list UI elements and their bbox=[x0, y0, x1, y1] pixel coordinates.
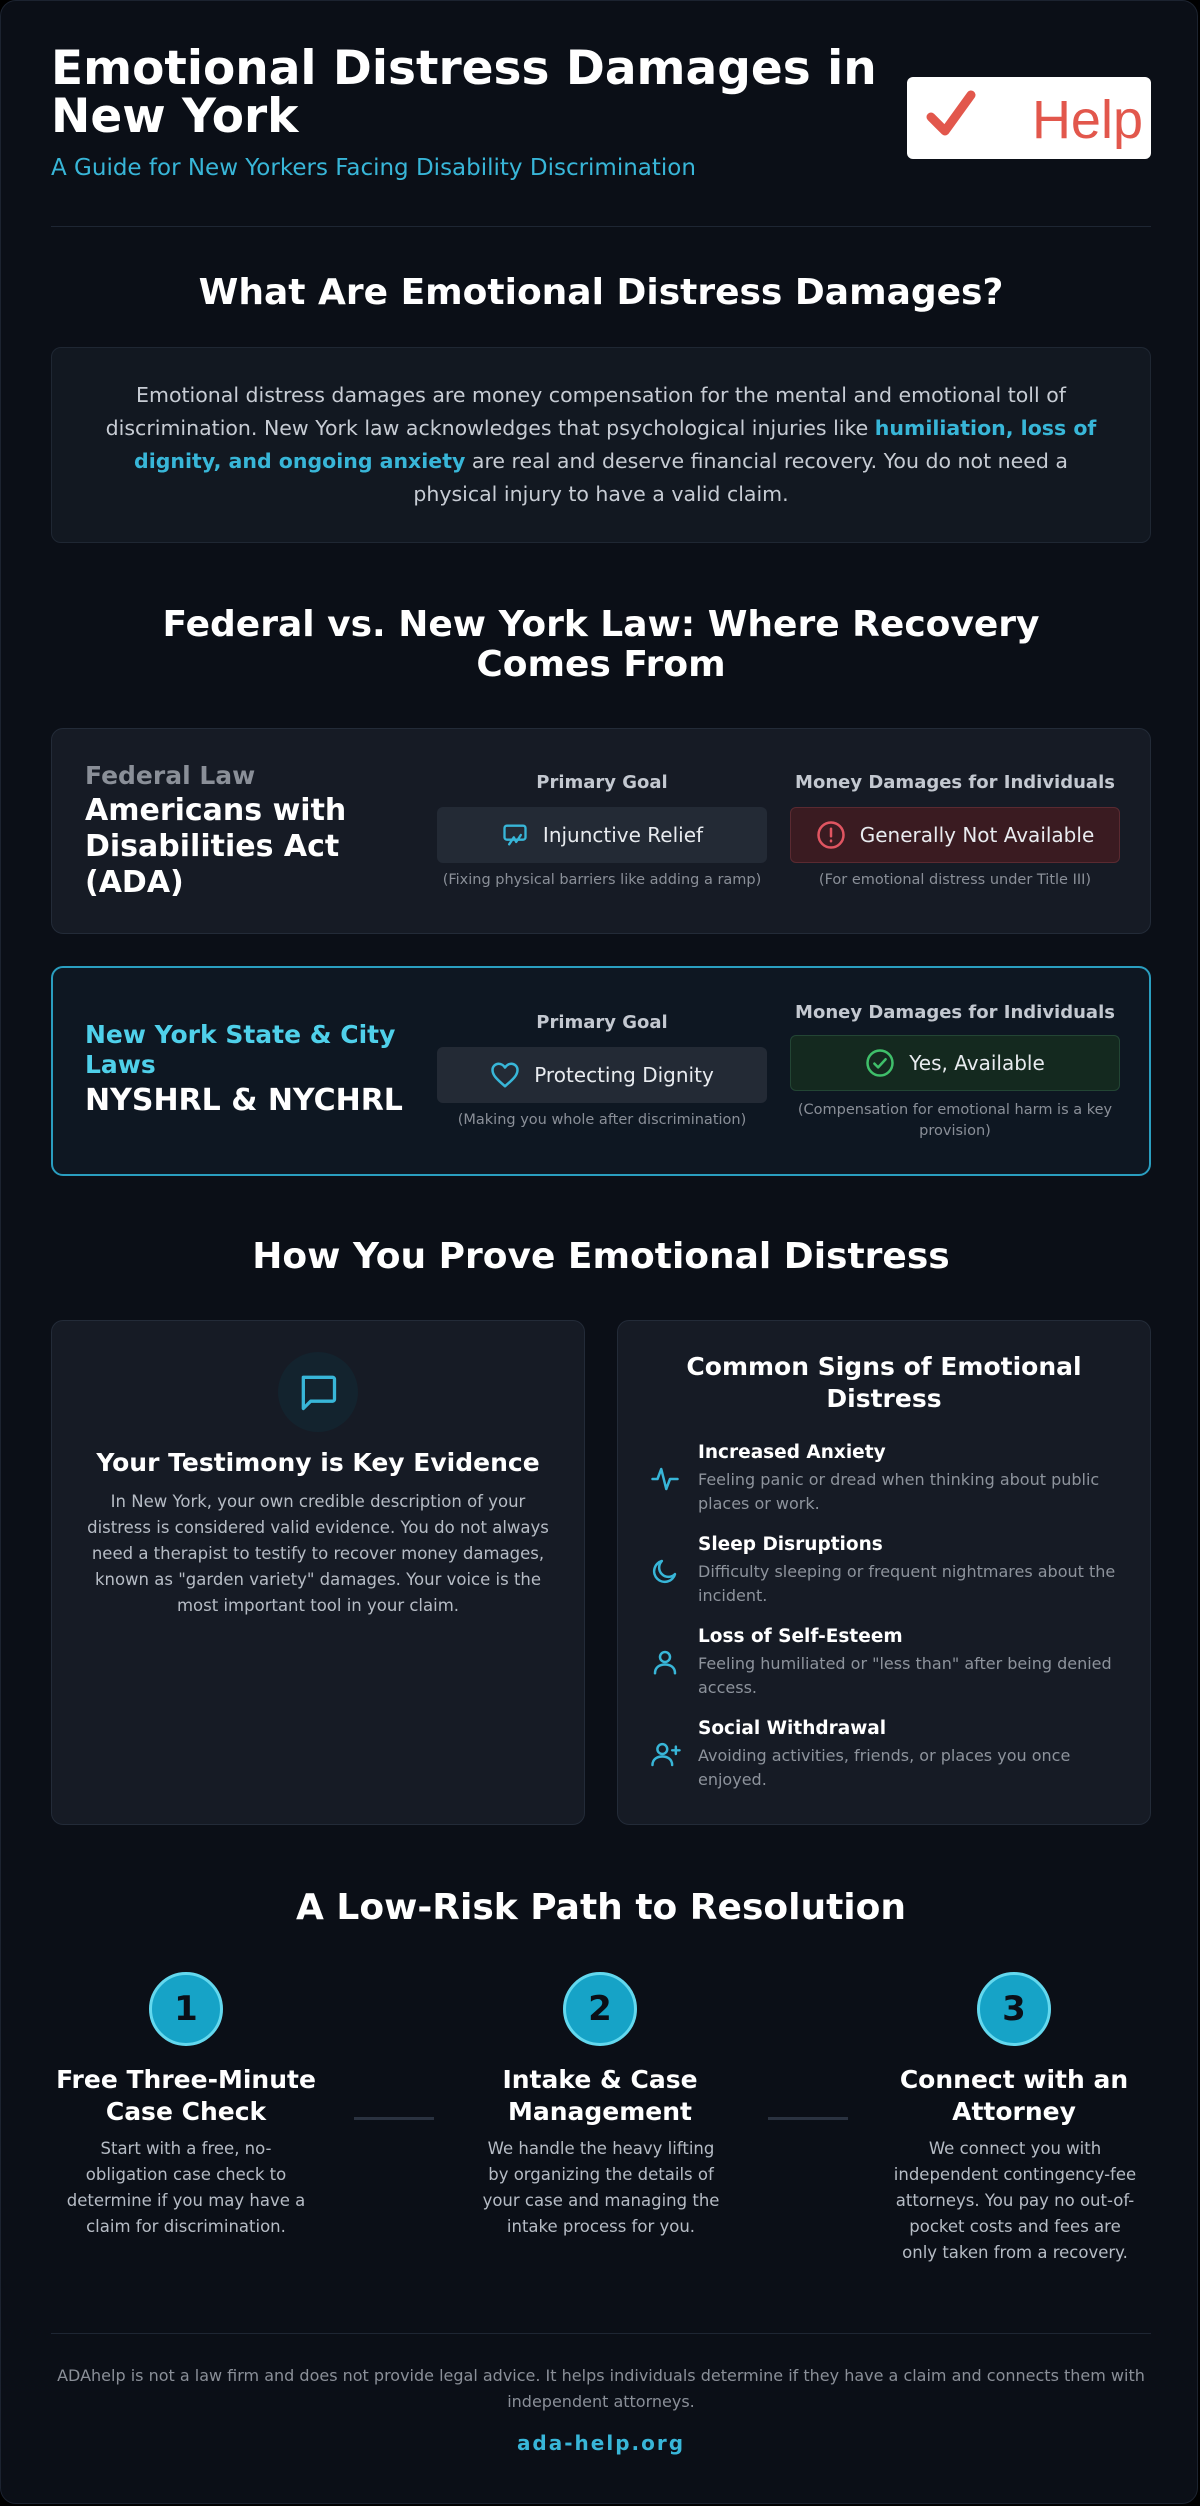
intro-text-part1: Emotional distress damages are money compensation for the mental and emotional toll of discrimination. New York law acknowledges that psychological injuries like bbox=[105, 383, 1066, 440]
sign-desc-esteem: Feeling humiliated or "less than" after being denied access. bbox=[698, 1654, 1112, 1697]
step-title-2: Intake & Case Management bbox=[502, 2065, 698, 2126]
ny-law-kicker: New York State & City Laws bbox=[85, 1020, 396, 1079]
step-desc-3: We connect you with independent contingency-fee attorneys. You pay no out-of-pocket costs and fees are only taken from a recovery. bbox=[893, 2139, 1137, 2262]
alert-circle-icon bbox=[816, 820, 846, 850]
page-title: Emotional Distress Damages in New York bbox=[51, 41, 877, 144]
step-number-2: 2 bbox=[563, 1972, 637, 2046]
ny-goal-pill bbox=[437, 1047, 767, 1103]
federal-law-kicker: Federal Law bbox=[85, 761, 256, 790]
header-divider bbox=[51, 226, 1151, 227]
heart-icon bbox=[490, 1060, 520, 1090]
ada-help-logo[interactable] bbox=[907, 77, 1151, 159]
ny-damages-label: Money Damages for Individuals bbox=[795, 1002, 1115, 1023]
user-plus-icon bbox=[650, 1739, 682, 1769]
step-number-3: 3 bbox=[977, 1972, 1051, 2046]
federal-goal-note: (Fixing physical barriers like adding a ramp) bbox=[442, 872, 762, 888]
step-number-1: 1 bbox=[149, 1972, 223, 2046]
footer-divider bbox=[51, 2333, 1151, 2334]
ny-damages-pill bbox=[790, 1035, 1120, 1091]
sign-desc-sleep: Difficulty sleeping or frequent nightmares about the incident. bbox=[698, 1562, 1116, 1605]
ny-law-name: NYSHRL & NYCHRL bbox=[85, 1083, 403, 1118]
testimony-icon-circle bbox=[278, 1352, 358, 1432]
step-connector-1 bbox=[354, 2117, 434, 2120]
checkmark-icon bbox=[923, 87, 983, 147]
check-circle-icon bbox=[865, 1048, 895, 1078]
ramp-icon bbox=[501, 821, 529, 849]
intro-heading: What Are Emotional Distress Damages? bbox=[198, 272, 1004, 313]
federal-law-name: Americans with Disabilities Act (ADA) bbox=[85, 793, 347, 900]
ny-goal-note: (Making you whole after discrimination) bbox=[457, 1112, 747, 1128]
step-desc-1: Start with a free, no-obligation case check to determine if you may have a claim for discrimination. bbox=[66, 2139, 306, 2236]
step-title-3: Connect with an Attorney bbox=[899, 2065, 1129, 2126]
testimony-text: In New York, your own credible description of your distress is considered valid evidence. You do not always need a therapist to testify to recover money damages, known as "garden variety" damages. Your voice is the most important tool in your claim. bbox=[87, 1492, 549, 1615]
federal-damages-pill bbox=[790, 807, 1120, 863]
sign-title-esteem: Loss of Self-Esteem bbox=[698, 1626, 903, 1647]
ny-goal-value: Protecting Dignity bbox=[534, 1063, 714, 1087]
moon-icon bbox=[650, 1556, 680, 1586]
comparison-heading: Federal vs. New York Law: Where Recovery Comes From bbox=[162, 604, 1040, 685]
intro-highlight: humiliation, loss of dignity, and ongoing anxiety bbox=[134, 416, 1097, 473]
user-icon bbox=[650, 1647, 680, 1677]
steps-heading: A Low-Risk Path to Resolution bbox=[296, 1887, 906, 1928]
federal-damages-note: (For emotional distress under Title III) bbox=[818, 872, 1092, 888]
footer-disclaimer: ADAhelp is not a law firm and does not provide legal advice. It helps individuals determine if they have a claim and connects them with independent attorneys. bbox=[57, 2366, 1145, 2411]
proof-heading: How You Prove Emotional Distress bbox=[252, 1236, 950, 1277]
step-connector-2 bbox=[768, 2117, 848, 2120]
federal-damages-label: Money Damages for Individuals bbox=[795, 772, 1115, 793]
ny-damages-note: (Compensation for emotional harm is a key provision) bbox=[797, 1102, 1113, 1139]
step-desc-2: We handle the heavy lifting by organizing the details of your case and managing the intake process for you. bbox=[482, 2139, 720, 2236]
logo-text: Help bbox=[1031, 90, 1143, 150]
signs-title: Common Signs of Emotional Distress bbox=[686, 1352, 1082, 1413]
page-subtitle: A Guide for New Yorkers Facing Disability Discrimination bbox=[51, 155, 696, 181]
testimony-title: Your Testimony is Key Evidence bbox=[96, 1448, 540, 1477]
ny-goal-label: Primary Goal bbox=[536, 1012, 668, 1033]
federal-goal-value: Injunctive Relief bbox=[542, 823, 704, 847]
step-title-1: Free Three-Minute Case Check bbox=[56, 2065, 316, 2126]
federal-goal-pill bbox=[437, 807, 767, 863]
sign-desc-withdrawal: Avoiding activities, friends, or places you once enjoyed. bbox=[698, 1746, 1071, 1789]
intro-text bbox=[93, 379, 1109, 511]
sign-title-anxiety: Increased Anxiety bbox=[698, 1442, 886, 1463]
sign-title-withdrawal: Social Withdrawal bbox=[698, 1718, 887, 1739]
footer-site-link[interactable]: ada-help.org bbox=[516, 2431, 686, 2455]
federal-goal-label: Primary Goal bbox=[536, 772, 668, 793]
sign-title-sleep: Sleep Disruptions bbox=[698, 1534, 883, 1555]
chat-bubble-icon bbox=[296, 1370, 340, 1414]
intro-text-part2: are real and deserve financial recovery. You do not need a physical injury to have a valid claim. bbox=[413, 449, 1068, 506]
federal-damages-value: Generally Not Available bbox=[859, 823, 1095, 847]
ny-damages-value: Yes, Available bbox=[909, 1051, 1045, 1075]
sign-desc-anxiety: Feeling panic or dread when thinking about public places or work. bbox=[698, 1470, 1100, 1513]
pulse-icon bbox=[650, 1464, 680, 1494]
